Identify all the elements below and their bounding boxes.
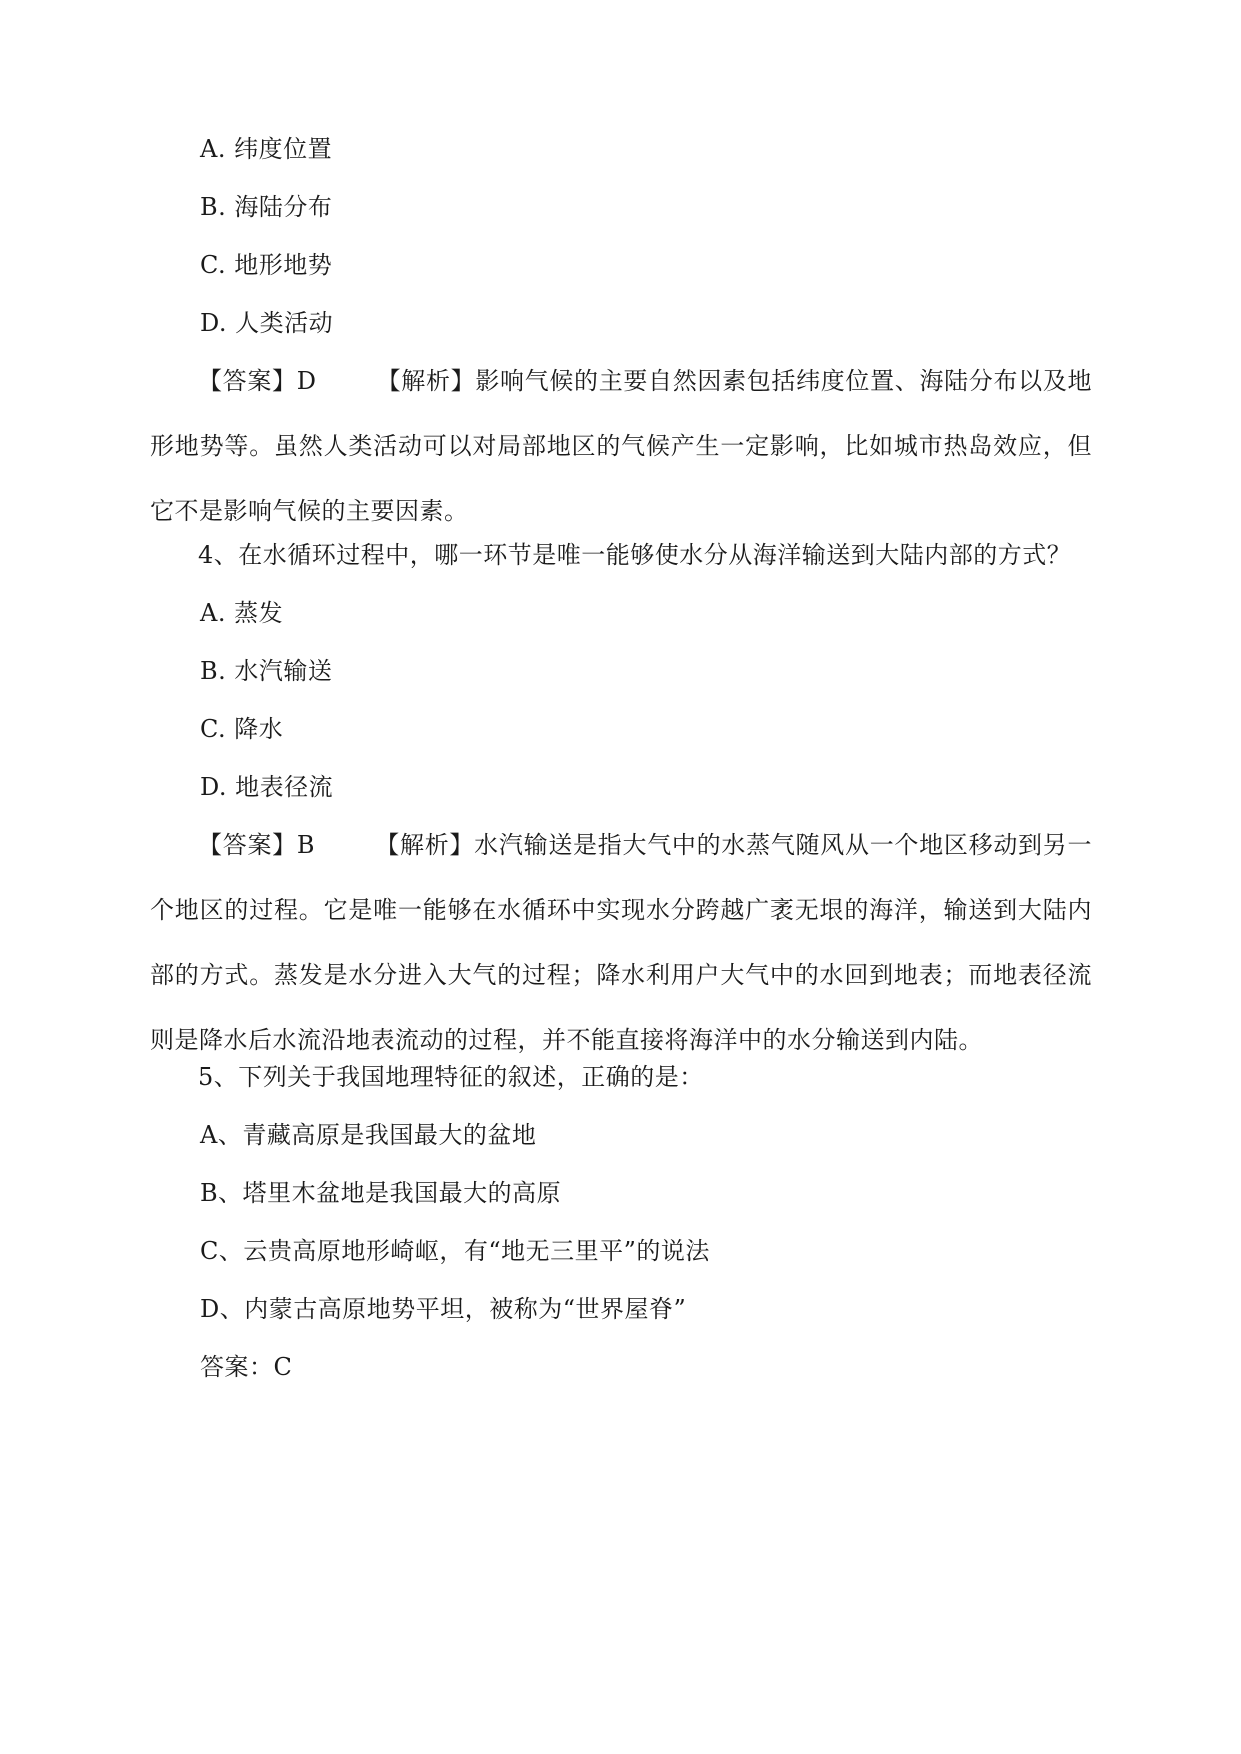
q3-answer-label: 【答案】D bbox=[198, 367, 317, 395]
q3-option-c: C. 地形地势 bbox=[200, 251, 333, 279]
q4-answer-label: 【答案】B bbox=[198, 831, 316, 859]
q3-option-a: A. 纬度位置 bbox=[200, 135, 333, 163]
q3-analysis: 【解析】影响气候的主要自然因素包括纬度位置、海陆分布以及地形地势等。虽然人类活动可以对局部地区的气候产生一定影响，比如城市热岛效应，但它不是影响气候的主要因素。 bbox=[150, 367, 1093, 525]
q3-answer-block bbox=[150, 349, 1092, 544]
q4-question: 4、在水循环过程中，哪一环节是唯一能够使水分从海洋输送到大陆内部的方式？ bbox=[198, 541, 1072, 569]
q5-option-b: B、塔里木盆地是我国最大的高原 bbox=[200, 1179, 562, 1207]
q5-question: 5、下列关于我国地理特征的叙述，正确的是： bbox=[198, 1063, 704, 1091]
q4-answer-block bbox=[150, 813, 1092, 1073]
q5-answer: 答案：C bbox=[200, 1353, 293, 1381]
q3-option-b: B. 海陆分布 bbox=[200, 193, 333, 221]
q5-option-d: D、内蒙古高原地势平坦，被称为“世界屋脊” bbox=[200, 1295, 687, 1323]
q4-option-a: A. 蒸发 bbox=[200, 599, 284, 627]
q4-analysis: 【解析】水汽输送是指大气中的水蒸气随风从一个地区移动到另一个地区的过程。它是唯一能够在水循环中实现水分跨越广袤无垠的海洋，输送到大陆内部的方式。蒸发是水分进入大气的过程；降水利用户大气中的水回到地表；而地表径流则是降水后水流沿地表流动的过程，并不能直接将海洋中的水分输送到内陆。 bbox=[150, 831, 1092, 1054]
q5-option-a: A、青藏高原是我国最大的盆地 bbox=[200, 1121, 537, 1149]
q4-option-c: C. 降水 bbox=[200, 715, 284, 743]
q5-option-c: C、云贵高原地形崎岖，有“地无三里平”的说法 bbox=[200, 1237, 710, 1265]
q4-option-d: D. 地表径流 bbox=[200, 773, 334, 801]
q4-option-b: B. 水汽输送 bbox=[200, 657, 333, 685]
q3-option-d: D. 人类活动 bbox=[200, 309, 334, 337]
